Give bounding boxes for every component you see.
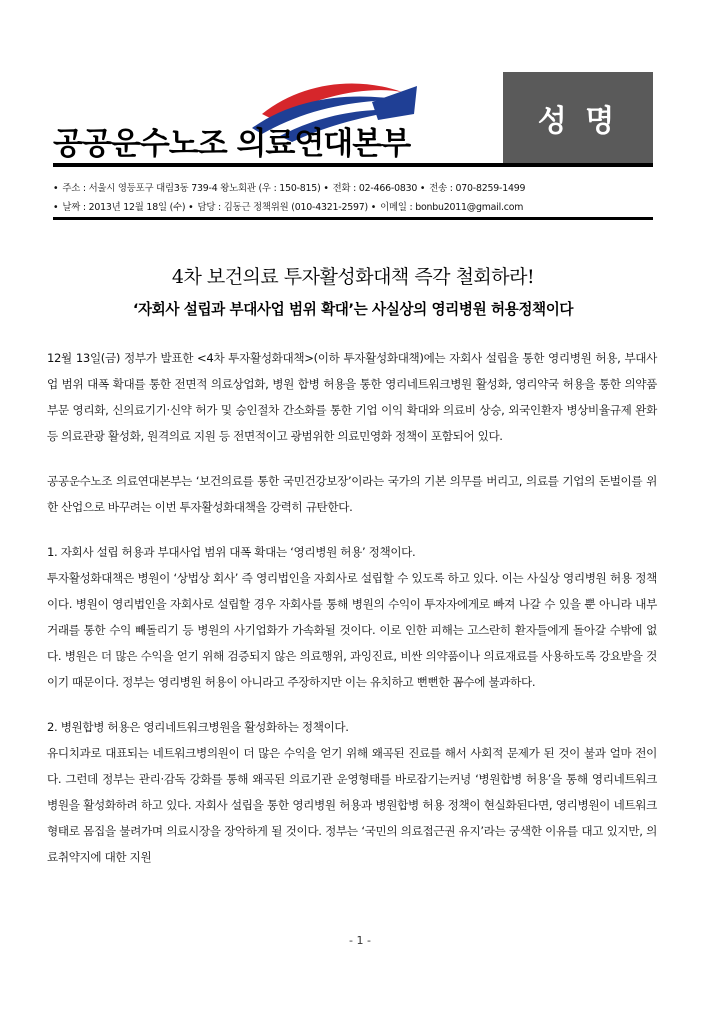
bullet: • — [53, 183, 59, 194]
intro-paragraph: 12월 13일(금) 정부가 발표한 <4차 투자활성화대책>(이하 투자활성화대책)에는 자회사 설립을 통한 영리병원 허용, 부대사업 범위 대폭 확대를 통한 전면적 의료상업화, 병원 합병 허용을 통한 영리네트워크병원 활성화, 영리약국 허용을 통한 의약품 부문 영리화, 신의료기기·신약 허가 및 승인절차 간소화를 통한 기업 이익 확대와 의료비 상승, 외국인환자 병상비율규제 완화 등 의료관광 활성화, 원격의료 지원 등 전면적이고 광범위한 의료민영화 정책이 포함되어 있다. — [47, 351, 657, 443]
statement-badge: 성 명 — [503, 72, 653, 164]
bullet: • — [370, 202, 377, 213]
section-2-heading: 2. 병원합병 허용은 영리네트워크병원을 활성화하는 정책이다. — [47, 720, 349, 734]
statement-subtitle: ‘자회사 설립과 부대사업 범위 확대’는 사실상의 영리병원 허용정책이다 — [132, 301, 574, 318]
condemn-paragraph: 공공운수노조 의료연대본부는 ‘보건의료를 통한 국민건강보장’이라는 국가의 기본 의무를 버리고, 의료를 기업의 돈벌이를 위한 산업으로 바꾸려는 이번 투자활성화대책을 강력히 규탄한다. — [47, 474, 657, 514]
section-2-paragraph: 유디치과로 대표되는 네트워크병의원이 더 많은 수익을 얻기 위해 왜곡된 진료를 해서 사회적 문제가 된 것이 불과 얼마 전이다. 그런데 정부는 관리·감독 강화를 통해 왜곡된 의료기관 운영형태를 바로잡기는커녕 ‘병원합병 허용’을 통해 영리네트워크병원을 활성화하려 하고 있다. 자회사 설립을 통한 영리병원 허용과 병원합병 허용 정책이 현실화된다면, 영리병원이 네트워크 형태로 몸집을 불려가며 의료시장을 장악하게 될 것이다. 정부는 ‘국민의 의료접근권 유지’라는 궁색한 이유를 대고 있지만, 의료취약지에 대한 지원 — [47, 746, 657, 864]
bullet: • — [188, 202, 194, 213]
contact-person-text: 담당 : 김동근 정책위원 (010-4321-2597) — [197, 202, 368, 213]
email-text: 이메일 : bonbu2011@gmail.com — [380, 202, 524, 213]
statement-title: 4차 보건의료 투자활성화대책 즉각 철회하라! — [171, 266, 535, 288]
section-1-paragraph: 투자활성화대책은 병원이 ‘상법상 회사’ 즉 영리법인을 자회사로 설립할 수 있도록 하고 있다. 이는 사실상 영리병원 허용 정책이다. 병원이 영리법인을 자회사로 설립할 경우 자회사를 통해 병원의 수익이 투자자에게로 빠져 나갈 수 있을 뿐 아니라 내부거래를 통한 수익 빼돌리기 등 병원의 사기업화가 가속화될 것이다. 이로 인한 피해는 고스란히 환자들에게 돌아갈 수밖에 없다. 병원은 더 많은 수익을 얻기 위해 검증되지 않은 의료행위, 과잉진료, 비싼 의약품이나 의료재료를 사용하도록 강요받을 것이기 때문이다. 정부는 영리병원 허용이 아니라고 주장하지만 이는 유치하고 뻔뻔한 꼼수에 불과하다. — [47, 571, 657, 689]
meta-info-line — [53, 199, 653, 213]
bullet: • — [53, 202, 59, 213]
header-top-rule — [53, 163, 653, 167]
header-bottom-rule — [53, 217, 653, 220]
date-text: 날짜 : 2013년 12월 18일 (수) — [62, 202, 186, 213]
contact-info-line — [53, 180, 653, 194]
fax-text: 전송 : 070-8259-1499 — [429, 183, 526, 194]
bullet: • — [419, 183, 426, 194]
bullet: • — [323, 183, 329, 194]
address-text: 주소 : 서울시 영등포구 대림3동 739-4 왕노회관 (우 : 150-815) — [62, 183, 321, 194]
section-1-heading: 1. 자회사 설립 허용과 부대사업 범위 대폭 확대는 ‘영리병원 허용’ 정책이다. — [47, 545, 416, 559]
phone-text: 전화 : 02-466-0830 — [332, 183, 418, 194]
organization-name: 공공운수노조 의료연대본부 — [53, 126, 411, 162]
page-number: - 1 - — [349, 934, 371, 947]
statement-body — [47, 345, 657, 870]
